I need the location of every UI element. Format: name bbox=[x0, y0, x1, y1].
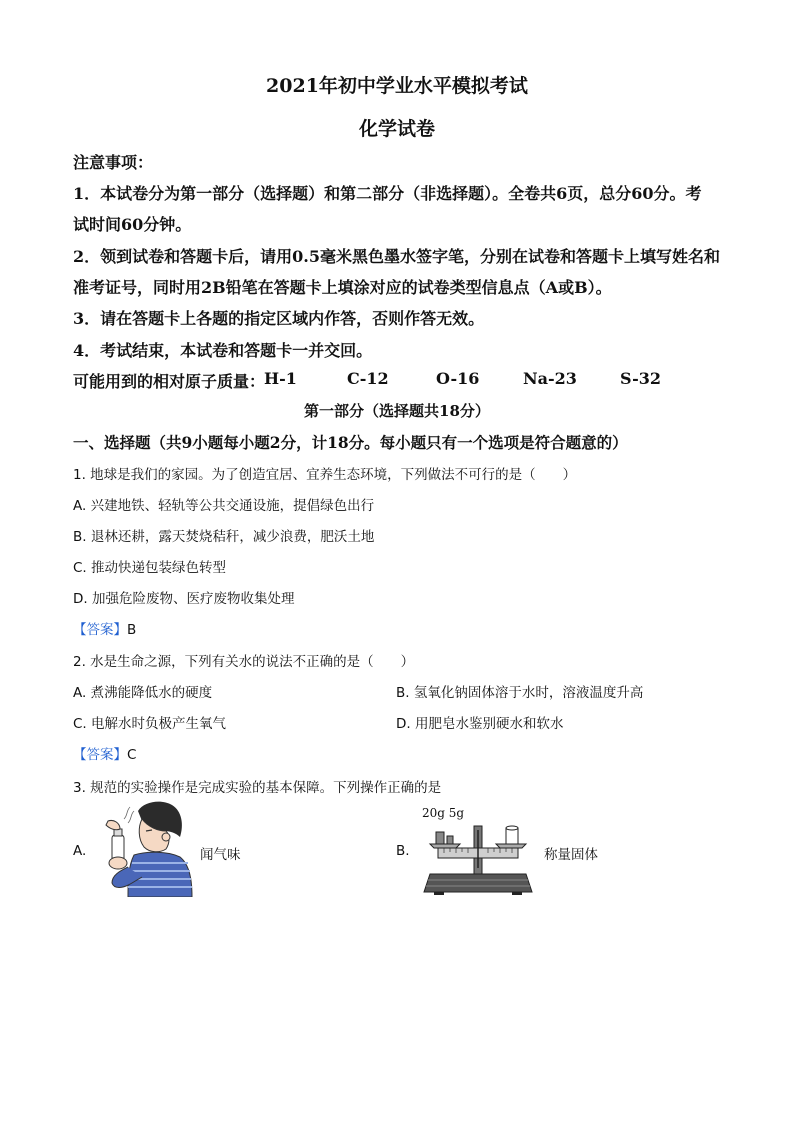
atomic-mass-label: 可能用到的相对原子质量： bbox=[73, 372, 266, 391]
atomic-mass-s: S-32 bbox=[620, 369, 662, 388]
q3-option-a-letter: A. bbox=[73, 843, 87, 859]
atomic-mass-c: C-12 bbox=[347, 369, 389, 388]
q3-option-a-caption: 闻气味 bbox=[200, 847, 241, 863]
note-2-line1: 2．领到试卷和答题卡后，请用0.5毫米黑色墨水签字笔，分别在试卷和答题卡上填写姓名和 bbox=[73, 247, 720, 266]
page-subtitle: 化学试卷 bbox=[358, 118, 435, 140]
note-1-line2: 试时间60分钟。 bbox=[73, 215, 192, 234]
part1-heading: 第一部分（选择题共18分） bbox=[304, 402, 490, 420]
section-heading: 一、选择题（共9小题每小题2分，计18分。每小题只有一个选项是符合题意的） bbox=[73, 433, 628, 452]
note-2-line2: 准考证号，同时用2B铅笔在答题卡上填涂对应的试卷类型信息点（A或B）。 bbox=[73, 278, 612, 297]
q1-option-b: B. 退林还耕，露天焚烧秸秆，减少浪费，肥沃土地 bbox=[73, 529, 375, 545]
q3-stem: 3. 规范的实验操作是完成实验的基本保障。下列操作正确的是 bbox=[73, 780, 442, 796]
q2-option-b: B. 氢氧化钠固体溶于水时，溶液温度升高 bbox=[396, 685, 644, 701]
atomic-mass-na: Na-23 bbox=[523, 369, 577, 388]
note-4: 4．考试结束，本试卷和答题卡一并交回。 bbox=[73, 341, 373, 360]
atomic-mass-h: H-1 bbox=[264, 369, 297, 388]
note-1-line1: 1．本试卷分为第一部分（选择题）和第二部分（非选择题）。全卷共6页，总分60分。考 bbox=[73, 184, 702, 203]
smelling-illustration bbox=[98, 797, 194, 897]
q2-stem: 2. 水是生命之源，下列有关水的说法不正确的是（ ） bbox=[73, 654, 415, 670]
q1-stem: 1. 地球是我们的家园。为了创造宜居、宜养生态环境，下列做法不可行的是（ ） bbox=[73, 467, 577, 483]
q3-option-b-letter: B. bbox=[396, 843, 410, 859]
q1-option-a: A. 兴建地铁、轻轨等公共交通设施，提倡绿色出行 bbox=[73, 498, 375, 514]
q1-answer bbox=[73, 618, 136, 638]
q2-option-a: A. 煮沸能降低水的硬度 bbox=[73, 685, 213, 701]
q3-option-b-caption: 称量固体 bbox=[544, 847, 598, 863]
notes-heading: 注意事项： bbox=[73, 153, 154, 172]
q1-answer-tag: 【答案】 bbox=[73, 622, 127, 638]
balance-weights-label: 20g 5g bbox=[422, 806, 465, 820]
page-title: 2021年初中学业水平模拟考试 bbox=[266, 75, 528, 97]
q1-answer-value: B bbox=[127, 622, 137, 638]
balance-scale-illustration bbox=[420, 818, 536, 896]
q2-answer-tag: 【答案】 bbox=[73, 747, 127, 763]
q2-option-d: D. 用肥皂水鉴别硬水和软水 bbox=[396, 716, 564, 732]
atomic-mass-o: O-16 bbox=[436, 369, 480, 388]
q1-option-c: C. 推动快递包装绿色转型 bbox=[73, 560, 227, 576]
note-3: 3．请在答题卡上各题的指定区域内作答，否则作答无效。 bbox=[73, 309, 485, 328]
q2-answer-value: C bbox=[127, 747, 137, 763]
q1-option-d: D. 加强危险废物、医疗废物收集处理 bbox=[73, 591, 295, 607]
q2-option-c: C. 电解水时负极产生氧气 bbox=[73, 716, 227, 732]
q2-answer bbox=[73, 743, 136, 763]
